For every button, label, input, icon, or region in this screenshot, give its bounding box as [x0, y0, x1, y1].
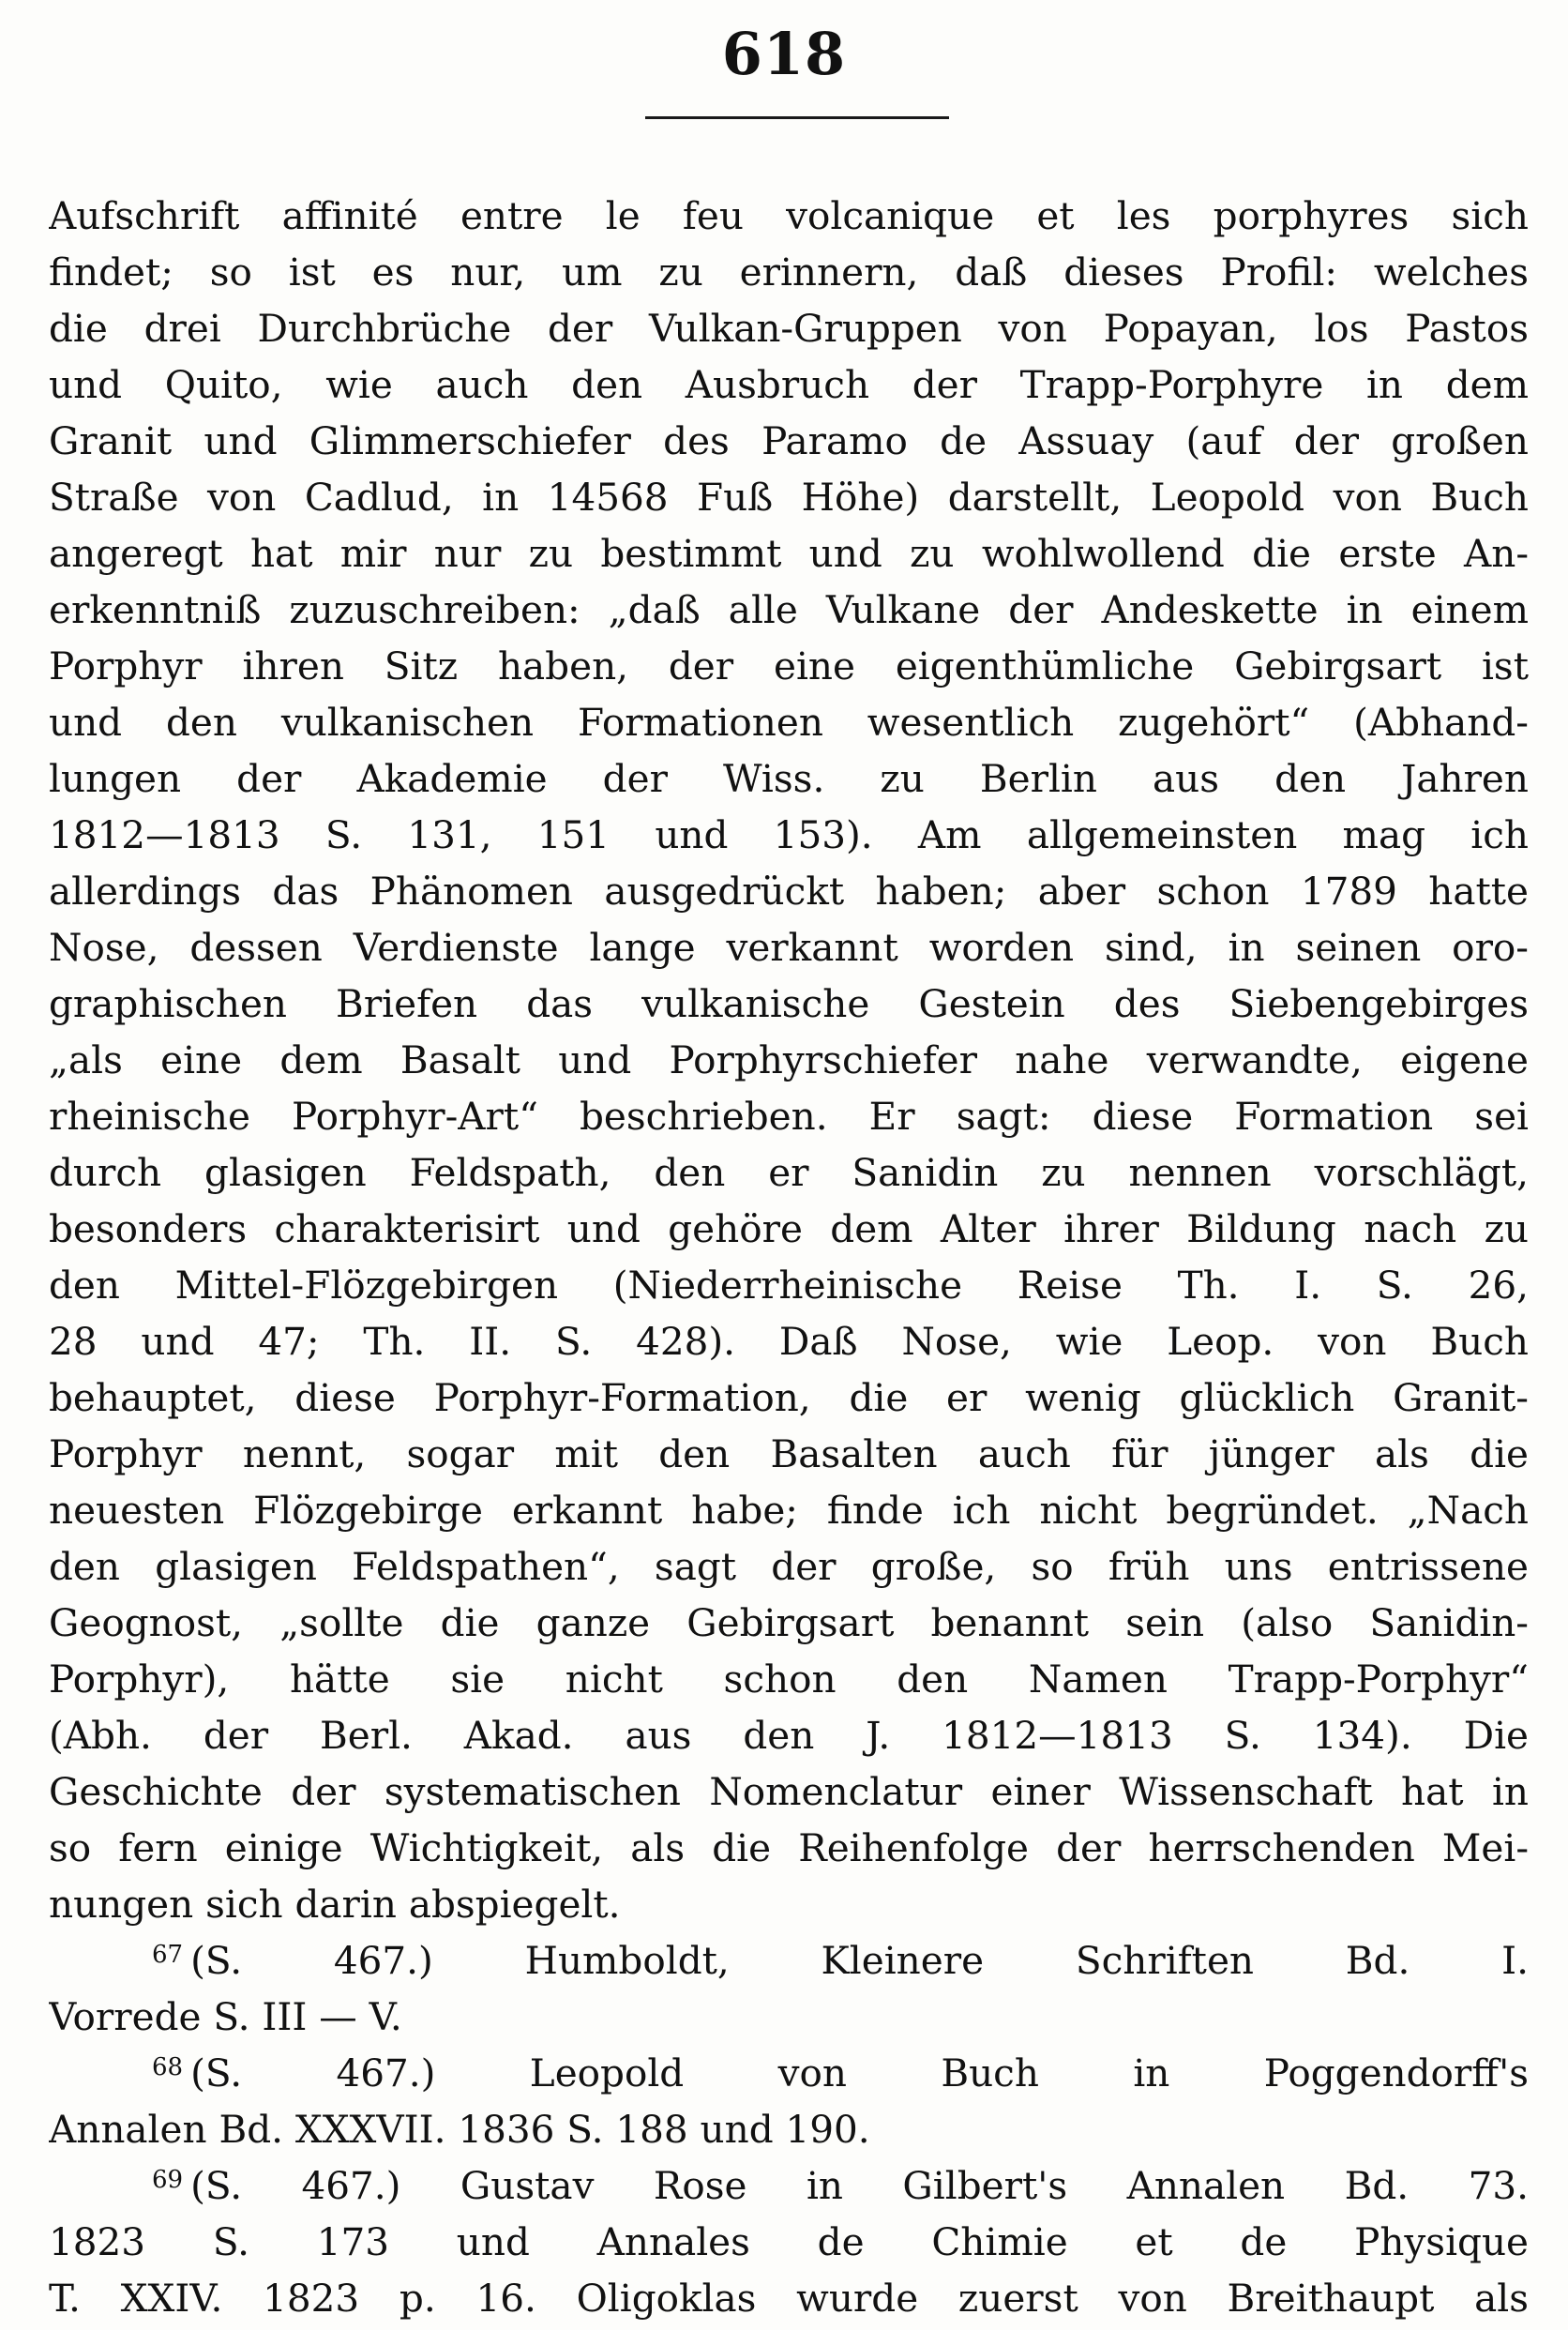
footnote-text-line: Annalen Bd. XXXVII. 1836 S. 188 und 190. [49, 2107, 870, 2152]
text-line: 1812—1813 S. 131, 151 und 153). Am allgemeinsten mag ich [49, 812, 1529, 857]
text-line: behauptet, diese Porphyr-Formation, die er wenig glücklich Granit- [49, 1375, 1529, 1420]
text-line: erkenntniß zuzuschreiben: „daß alle Vulkane der Andeskette in einem [49, 587, 1529, 632]
footnote-67-line [49, 1932, 1529, 1989]
page-number: 618 [721, 20, 847, 88]
footnote-text-line: Vorrede S. III — V. [49, 1994, 402, 2039]
text-line: Nose, dessen Verdienste lange verkannt worden sind, in seinen oro- [49, 925, 1529, 970]
text-line: die drei Durchbrüche der Vulkan-Gruppen von Popayan, los Pastos [49, 306, 1529, 351]
text-line: durch glasigen Feldspath, den er Sanidin zu nennen vorschlägt, [49, 1150, 1529, 1195]
text-line: rheinische Porphyr-Art“ beschrieben. Er sagt: diese Formation sei [49, 1094, 1529, 1139]
text-line: Granit und Glimmerschiefer des Paramo de Assuay (auf der großen [49, 418, 1529, 463]
header-rule [645, 116, 949, 119]
text-line: „als eine dem Basalt und Porphyrschiefer nahe verwandte, eigene [49, 1037, 1529, 1082]
footnote-text-line: T. XXIV. 1823 p. 16. Oligoklas wurde zuerst von Breithaupt als [49, 2276, 1529, 2321]
text-line: allerdings das Phänomen ausgedrückt haben; aber schon 1789 hatte [49, 869, 1529, 914]
text-line: (Abh. der Berl. Akad. aus den J. 1812—1813 S. 134). Die [49, 1713, 1529, 1758]
text-line: neuesten Flözgebirge erkannt habe; finde ich nicht begründet. „Nach [49, 1488, 1529, 1533]
text-line: und Quito, wie auch den Ausbruch der Trapp-Porphyre in dem [49, 362, 1529, 407]
text-line: Aufschrift affinité entre le feu volcanique et les porphyres sich [49, 193, 1529, 238]
text-line: Porphyr nennt, sogar mit den Basalten auch für jünger als die [49, 1431, 1529, 1476]
text-line: graphischen Briefen das vulkanische Gestein des Siebengebirges [49, 981, 1529, 1026]
text-line: Geognost, „sollte die ganze Gebirgsart benannt sein (also Sanidin- [49, 1600, 1529, 1645]
text-line: Porphyr ihren Sitz haben, der eine eigenthümliche Gebirgsart ist [49, 643, 1529, 688]
footnote-number: 69 [152, 2166, 184, 2194]
footnote-number: 68 [152, 2053, 184, 2081]
footnote-text-line: 1823 S. 173 und Annales de Chimie et de Physique [49, 2219, 1529, 2264]
text-line: besonders charakterisirt und gehöre dem Alter ihrer Bildung nach zu [49, 1206, 1529, 1251]
text-line: so fern einige Wichtigkeit, als die Reihenfolge der herrschenden Mei- [49, 1825, 1529, 1870]
text-line: Geschichte der systematischen Nomenclatur einer Wissenschaft hat in [49, 1769, 1529, 1814]
text-line: und den vulkanischen Formationen wesentlich zugehört“ (Abhand- [49, 700, 1529, 745]
footnote-text: (S. 467.) Humboldt, Kleinere Schriften Bd. I. [190, 1938, 1529, 1983]
footnote-number: 67 [152, 1941, 184, 1969]
text-line: nungen sich darin abspiegelt. [49, 1882, 621, 1927]
footnote-68-line [49, 2045, 1529, 2101]
text-line: angeregt hat mir nur zu bestimmt und zu wohlwollend die erste An- [49, 531, 1529, 576]
text-line: den Mittel-Flözgebirgen (Niederrheinische Reise Th. I. S. 26, [49, 1263, 1529, 1308]
footnote-text: (S. 467.) Gustav Rose in Gilbert's Annalen Bd. 73. [190, 2163, 1529, 2208]
text-line: den glasigen Feldspathen“, sagt der große, so früh uns entrissene [49, 1544, 1529, 1589]
text-line: Porphyr), hätte sie nicht schon den Namen Trapp-Porphyr“ [49, 1657, 1529, 1702]
text-line: Straße von Cadlud, in 14568 Fuß Höhe) darstellt, Leopold von Buch [49, 475, 1529, 520]
text-line: findet; so ist es nur, um zu erinnern, daß dieses Profil: welches [49, 250, 1529, 295]
footnote-69-line [49, 2157, 1529, 2214]
text-line: lungen der Akademie der Wiss. zu Berlin aus den Jahren [49, 756, 1529, 801]
text-line: 28 und 47; Th. II. S. 428). Daß Nose, wie Leop. von Buch [49, 1319, 1529, 1364]
page-text [49, 188, 1529, 2326]
footnote-text: (S. 467.) Leopold von Buch in Poggendorff's [190, 2050, 1529, 2095]
